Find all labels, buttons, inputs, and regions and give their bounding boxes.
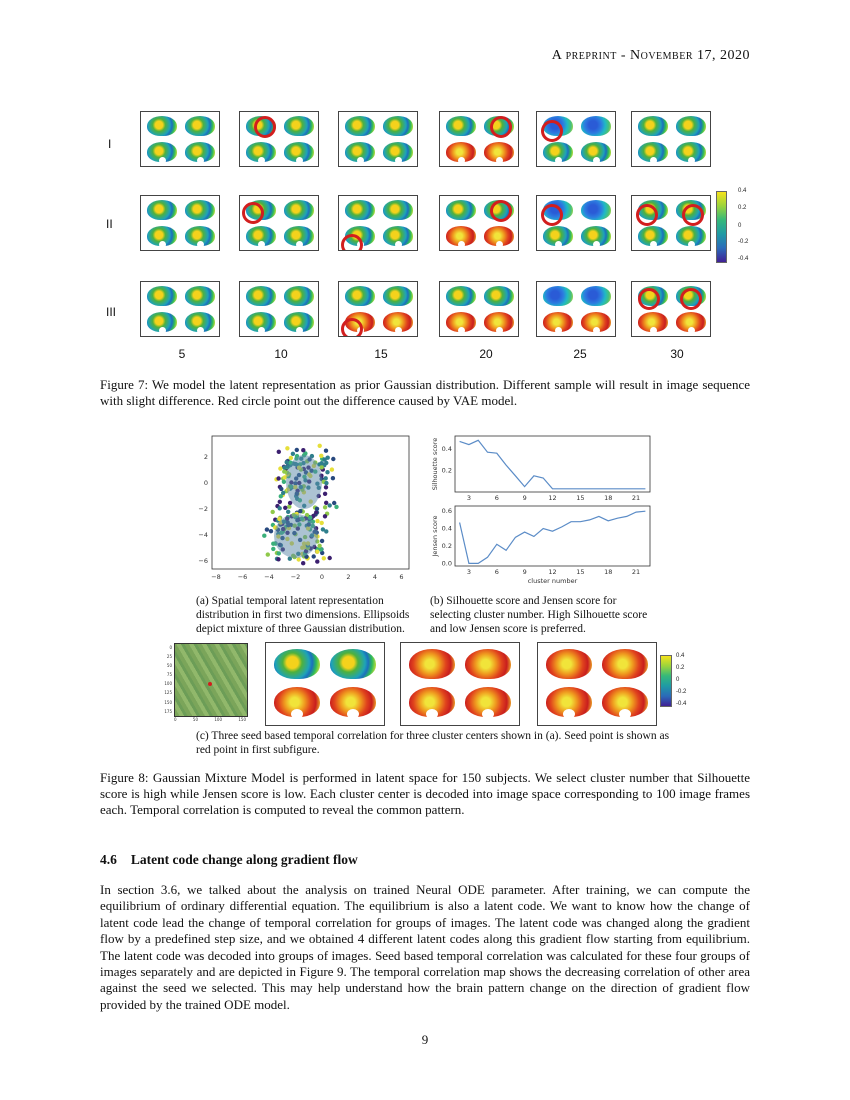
brain-medial-gap (159, 327, 166, 334)
brain-medial-gap (291, 709, 303, 719)
brain-medial-gap (555, 241, 562, 248)
scatter-point (277, 450, 281, 454)
brain-panel (439, 195, 519, 251)
running-header: A preprint - November 17, 2020 (551, 48, 750, 63)
brain-panel (239, 111, 319, 167)
brain-render (581, 200, 611, 220)
brain-medial-gap (458, 327, 465, 334)
scatter-point (331, 476, 335, 480)
brain-render (546, 687, 592, 717)
brain-medial-gap (357, 157, 364, 164)
scatter-point (324, 485, 328, 489)
scatter-point (331, 457, 335, 461)
scatter-point (334, 505, 338, 509)
brain-medial-gap (650, 157, 657, 164)
cb8-tick: 0.2 (676, 665, 685, 671)
brain-render (543, 312, 573, 332)
brain-medial-gap (650, 241, 657, 248)
brain-panel (631, 111, 711, 167)
y-tick-label: 0.2 (441, 466, 452, 475)
scores-svg (425, 432, 660, 587)
scatter-x-tick: −4 (264, 573, 274, 581)
latent-map (174, 643, 248, 717)
brain-render (185, 142, 215, 162)
cb7-tick: -0.4 (738, 256, 749, 262)
difference-circle (638, 288, 660, 310)
cb7-tick: -0.2 (738, 239, 749, 245)
scatter-point (315, 519, 319, 523)
scatter-point (278, 506, 282, 510)
difference-circle (680, 288, 702, 310)
brain-render (274, 687, 320, 717)
brain-render (383, 116, 413, 136)
brain-panel (239, 195, 319, 251)
brain-medial-gap (258, 157, 265, 164)
brain-render (676, 142, 706, 162)
brain-render (185, 286, 215, 306)
column-label: 25 (573, 347, 587, 361)
brain-panel (239, 281, 319, 337)
scatter-point (298, 509, 302, 513)
brain-render (446, 116, 476, 136)
correlation-panel (265, 642, 385, 726)
brain-render (185, 312, 215, 332)
brain-render (147, 116, 177, 136)
difference-circle (341, 318, 363, 337)
column-label: 30 (670, 347, 684, 361)
cluster-score-plots (425, 432, 660, 587)
x-tick-label: 6 (494, 494, 499, 502)
x-tick-label: 15 (576, 494, 585, 502)
scatter-y-tick: 2 (203, 453, 208, 461)
scatter-point (319, 454, 323, 458)
scatter-point (271, 547, 275, 551)
scatter-point (295, 448, 299, 452)
scatter-point (271, 510, 275, 514)
scatter-point (281, 491, 285, 495)
scatter-point (323, 505, 327, 509)
brain-render (602, 649, 648, 679)
figure-8-caption: Figure 8: Gaussian Mixture Model is performed in latent space for 150 subjects. We select cluster number that Silhouette score is high while Jensen score is low. Each cluster center is decoded into image space corresponding to 100 image frames each. Temporal correlation is computed to reveal the common pattern. (100, 770, 750, 817)
scatter-point (265, 527, 269, 531)
brain-render (284, 312, 314, 332)
brain-medial-gap (197, 327, 204, 334)
brain-render (147, 226, 177, 246)
brain-medial-gap (496, 157, 503, 164)
brain-medial-gap (347, 709, 359, 719)
subcaption-a: (a) Spatial temporal latent representation distribution in first two dimensions. Ellipsoids depict mixture of three Gaussian distribution. (196, 595, 410, 635)
brain-panel (140, 111, 220, 167)
scatter-point (271, 542, 275, 546)
plot-frame (455, 506, 650, 566)
map-x-ticks (174, 717, 246, 722)
scatter-point (328, 503, 332, 507)
difference-circle (682, 204, 704, 226)
map-tick: 100 (164, 681, 172, 687)
scatter-x-tick: 0 (319, 573, 325, 581)
brain-medial-gap (258, 241, 265, 248)
scatter-point (317, 544, 321, 548)
brain-render (446, 286, 476, 306)
brain-medial-gap (159, 157, 166, 164)
map-tick: 125 (164, 690, 172, 696)
scatter-point (276, 476, 280, 480)
brain-medial-gap (296, 327, 303, 334)
scatter-point (330, 467, 334, 471)
figure-7 (100, 105, 750, 365)
map-tick: 175 (164, 708, 172, 714)
difference-circle (242, 202, 264, 224)
scatter-point (322, 556, 326, 560)
scatter-point (276, 557, 280, 561)
map-tick: 25 (166, 654, 172, 660)
scatter-x-tick: −2 (290, 573, 301, 581)
scatter-point (277, 551, 281, 555)
scatter-point (322, 457, 326, 461)
brain-render (383, 200, 413, 220)
scatter-point (312, 554, 316, 558)
latent-map-image (160, 640, 255, 725)
seed-point (208, 682, 212, 686)
brain-render (246, 142, 276, 162)
column-label: 15 (374, 347, 388, 361)
scatter-x-tick: 2 (346, 573, 351, 581)
brain-render (676, 116, 706, 136)
scatter-point (332, 501, 336, 505)
scatter-point (324, 529, 328, 533)
x-axis-label: cluster number (527, 577, 578, 585)
brain-render (185, 226, 215, 246)
brain-render (246, 226, 276, 246)
y-tick-label: 0.2 (441, 542, 452, 550)
scatter-point (315, 559, 319, 563)
scatter-point (301, 448, 305, 452)
brain-medial-gap (555, 157, 562, 164)
map-tick: 150 (164, 699, 172, 705)
scatter-point (266, 552, 270, 556)
page-number: 9 (421, 1032, 429, 1047)
map-tick: 50 (166, 663, 172, 669)
scatter-point (283, 506, 287, 510)
brain-render (330, 649, 376, 679)
brain-render (409, 649, 455, 679)
cb7-tick: 0.2 (738, 205, 747, 211)
brain-panel (439, 281, 519, 337)
x-tick-label: 12 (548, 494, 557, 502)
difference-circle (254, 116, 276, 138)
scatter-point (289, 456, 293, 460)
x-tick-label: 21 (631, 494, 641, 502)
subcaption-b: (b) Silhouette score and Jensen score for selecting cluster number. High Silhouette score and low Jensen score is preferred. (430, 595, 648, 635)
brain-render (602, 687, 648, 717)
column-label: 20 (479, 347, 493, 361)
figure-8-colorbar (660, 655, 672, 707)
map-tick: 50 (192, 717, 198, 722)
scatter-x-tick: 6 (399, 573, 404, 581)
scatter-point (285, 460, 289, 464)
scatter-point (282, 469, 286, 473)
brain-medial-gap (650, 327, 657, 334)
map-tick: 150 (238, 717, 246, 722)
brain-render (147, 286, 177, 306)
brain-medial-gap (395, 241, 402, 248)
x-tick-label: 3 (466, 568, 471, 576)
brain-render (638, 142, 668, 162)
section-body: In section 3.6, we talked about the analysis on trained Neural ODE parameter. After training, we can compute the equilibrium of ordinary differential equation. The equilibrium is also a latent code. We want to know how the change of latent code lead the change of temporal correlation for groups of images. The latent code was changed along the gradient flow by a predefined step size, and we obtained 4 different latent codes along this gradient flow starting from equilibrium. The latent code was decoded into groups of images. Seed based temporal correlation was calculated for these four groups of images separately and are depicted in Figure 9. The temporal correlation map shows the decreasing correlation of other area against the seed we selected. This may help understand how the brain pattern change on the direction of gradient flow provided by the trained ODE model. (100, 882, 750, 1012)
map-tick: 100 (214, 717, 222, 722)
scatter-point (323, 492, 327, 496)
brain-medial-gap (619, 709, 631, 719)
difference-circle (490, 200, 512, 222)
brain-medial-gap (258, 327, 265, 334)
brain-panel (338, 281, 418, 337)
map-tick: 75 (166, 672, 172, 678)
brain-render (185, 116, 215, 136)
scatter-point (282, 465, 286, 469)
brain-render (284, 286, 314, 306)
brain-medial-gap (593, 241, 600, 248)
scatter-y-tick: −4 (198, 531, 208, 539)
brain-medial-gap (458, 241, 465, 248)
scatter-point (301, 561, 305, 565)
brain-render (581, 142, 611, 162)
brain-medial-gap (458, 157, 465, 164)
scatter-point (287, 505, 291, 509)
brain-medial-gap (496, 327, 503, 334)
brain-panel (338, 195, 418, 251)
brain-render (409, 687, 455, 717)
scatter-point (291, 452, 295, 456)
difference-circle (541, 120, 563, 142)
column-label: 5 (178, 347, 186, 361)
brain-render (446, 142, 476, 162)
brain-render (284, 226, 314, 246)
scatter-point (320, 521, 324, 525)
latent-scatter-plot (196, 432, 416, 587)
brain-medial-gap (496, 241, 503, 248)
map-tick: 0 (169, 645, 172, 650)
correlation-panel (537, 642, 657, 726)
brain-render (581, 312, 611, 332)
plot-frame (455, 436, 650, 492)
scatter-point (325, 470, 329, 474)
cb7-tick: 0 (738, 223, 742, 229)
brain-panel (536, 281, 616, 337)
difference-circle (636, 204, 658, 226)
y-axis-label: Jensen score (431, 515, 439, 557)
section-number: 4.6 (100, 852, 117, 867)
difference-circle (341, 234, 363, 251)
brain-render (147, 200, 177, 220)
brain-medial-gap (197, 241, 204, 248)
scatter-x-tick: −6 (237, 573, 248, 581)
brain-medial-gap (593, 327, 600, 334)
scatter-y-tick: −2 (198, 505, 208, 513)
y-tick-label: 0.0 (441, 559, 452, 568)
correlation-panel (400, 642, 520, 726)
difference-circle (490, 116, 512, 138)
brain-render (274, 649, 320, 679)
brain-panel (140, 281, 220, 337)
cb8-tick: -0.4 (676, 701, 687, 707)
scatter-point (324, 481, 328, 485)
difference-circle (541, 204, 563, 226)
brain-render (446, 226, 476, 246)
brain-panel (439, 111, 519, 167)
x-tick-label: 21 (631, 568, 641, 576)
y-tick-label: 0.4 (441, 444, 452, 453)
brain-render (383, 286, 413, 306)
brain-render (345, 286, 375, 306)
scatter-y-tick: 0 (203, 479, 208, 487)
brain-render (543, 142, 573, 162)
scatter-point (279, 487, 283, 491)
brain-render (676, 312, 706, 332)
brain-medial-gap (159, 241, 166, 248)
x-tick-label: 9 (522, 568, 527, 576)
brain-render (345, 200, 375, 220)
brain-panel (536, 195, 616, 251)
cb7-tick: 0.4 (738, 188, 747, 194)
column-label: 10 (274, 347, 288, 361)
brain-render (330, 687, 376, 717)
x-tick-label: 12 (548, 568, 557, 576)
brain-render (543, 286, 573, 306)
scatter-point (285, 446, 289, 450)
brain-render (147, 142, 177, 162)
brain-render (484, 286, 514, 306)
scatter-svg (196, 432, 416, 587)
scatter-point (278, 466, 282, 470)
brain-render (581, 286, 611, 306)
row-label-1: I (108, 137, 112, 151)
brain-render (446, 312, 476, 332)
brain-render (484, 226, 514, 246)
cb8-tick: 0.4 (676, 653, 685, 659)
brain-render (543, 226, 573, 246)
scatter-point (269, 529, 273, 533)
brain-render (246, 312, 276, 332)
subcaption-c: (c) Three seed based temporal correlation for three cluster centers shown in (a). Seed point is shown as red point in first subfigure. (196, 730, 670, 756)
x-tick-label: 3 (466, 494, 471, 502)
brain-render (383, 142, 413, 162)
x-tick-label: 9 (522, 494, 527, 502)
scatter-point (320, 539, 324, 543)
brain-render (284, 116, 314, 136)
scatter-point (262, 534, 266, 538)
brain-medial-gap (395, 157, 402, 164)
brain-render (465, 687, 511, 717)
brain-render (383, 226, 413, 246)
cb8-tick: -0.2 (676, 689, 687, 695)
brain-medial-gap (555, 327, 562, 334)
scatter-point (282, 480, 286, 484)
row-label-3: III (106, 305, 117, 319)
brain-medial-gap (482, 709, 494, 719)
brain-render (284, 200, 314, 220)
scatter-point (286, 510, 290, 514)
scatter-point (315, 507, 319, 511)
brain-render (284, 142, 314, 162)
brain-render (446, 200, 476, 220)
y-tick-label: 0.4 (441, 524, 452, 533)
x-tick-label: 15 (576, 568, 585, 576)
brain-panel (631, 281, 711, 337)
brain-medial-gap (563, 709, 575, 719)
brain-medial-gap (688, 327, 695, 334)
brain-render (465, 649, 511, 679)
brain-medial-gap (688, 157, 695, 164)
scatter-point (324, 501, 328, 505)
brain-render (546, 649, 592, 679)
brain-render (484, 142, 514, 162)
scatter-point (324, 449, 328, 453)
scatter-point (318, 444, 322, 448)
cb8-tick: 0 (676, 677, 680, 683)
x-tick-label: 18 (604, 494, 613, 502)
y-axis-label: Silhouette score (431, 437, 439, 491)
scatter-x-tick: −8 (211, 573, 221, 581)
scatter-x-tick: 4 (372, 573, 378, 581)
brain-medial-gap (296, 241, 303, 248)
brain-render (383, 312, 413, 332)
figure-7-caption: Figure 7: We model the latent representation as prior Gaussian distribution. Different sample will result in image sequence with slight difference. Red circle point out the difference caused by VAE model. (100, 377, 750, 408)
scatter-point (323, 514, 327, 518)
brain-medial-gap (197, 157, 204, 164)
section-title: Latent code change along gradient flow (130, 852, 358, 867)
brain-render (638, 116, 668, 136)
brain-render (147, 312, 177, 332)
x-tick-label: 18 (604, 568, 613, 576)
brain-medial-gap (296, 157, 303, 164)
brain-panel (631, 195, 711, 251)
brain-medial-gap (593, 157, 600, 164)
brain-render (638, 312, 668, 332)
brain-render (638, 226, 668, 246)
scatter-point (320, 465, 324, 469)
brain-render (676, 226, 706, 246)
figure-7-colorbar (716, 191, 727, 263)
brain-render (345, 116, 375, 136)
row-label-2: II (106, 217, 113, 231)
brain-render (581, 226, 611, 246)
brain-render (484, 312, 514, 332)
brain-panel (536, 111, 616, 167)
brain-render (185, 200, 215, 220)
map-y-ticks (160, 643, 172, 717)
brain-render (246, 286, 276, 306)
scatter-point (328, 556, 332, 560)
brain-medial-gap (426, 709, 438, 719)
section-heading (100, 852, 358, 868)
scatter-y-tick: −6 (198, 557, 208, 565)
y-tick-label: 0.6 (441, 507, 452, 516)
scatter-point (320, 461, 324, 465)
brain-panel (338, 111, 418, 167)
brain-panel (140, 195, 220, 251)
brain-render (581, 116, 611, 136)
map-tick: 0 (174, 717, 177, 722)
x-tick-label: 6 (494, 568, 499, 576)
brain-medial-gap (688, 241, 695, 248)
brain-medial-gap (395, 327, 402, 334)
brain-render (345, 142, 375, 162)
scatter-point (278, 500, 282, 504)
